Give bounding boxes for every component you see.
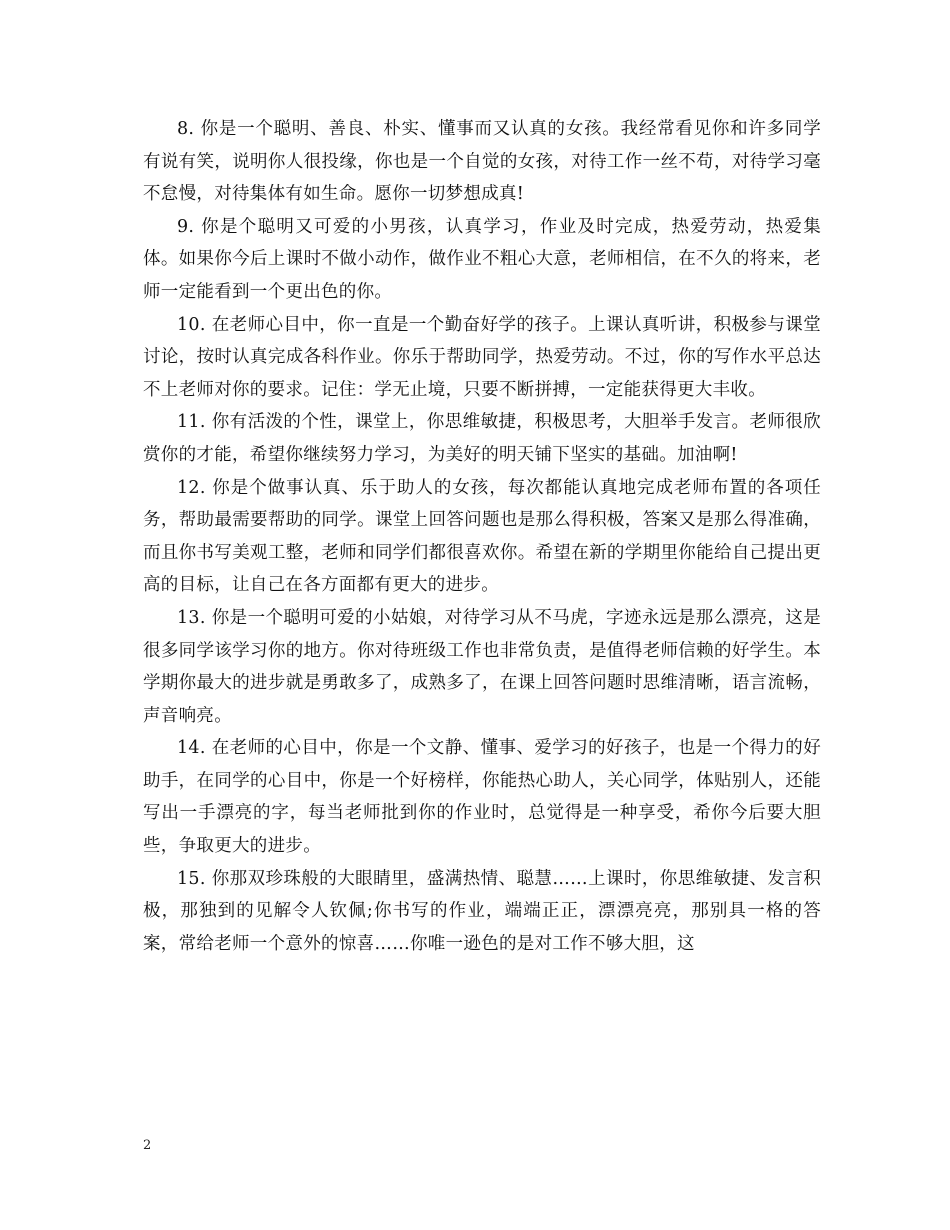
paragraph-14: 14. 在老师的心目中，你是一个文静、懂事、爱学习的好孩子，也是一个得力的好助手，在同学的心目中，你是一个好榜样，你能热心助人，关心同学，体贴别人，还能写出一手漂亮的字，每当老师批到你的作业时，总觉得是一种享受，希你今后要大胆些，争取更大的进步。 (143, 738, 821, 857)
paragraph-10: 10. 在老师心目中，你一直是一个勤奋好学的孩子。上课认真听讲，积极参与课堂讨论，按时认真完成各科作业。你乐于帮助同学，热爱劳动。不过，你的写作水平总达不上老师对你的要求。记住：学无止境，只要不断拼搏，一定能获得更大丰收。 (143, 314, 821, 400)
paragraph-12: 12. 你是个做事认真、乐于助人的女孩，每次都能认真地完成老师布置的各项任务，帮助最需要帮助的同学。课堂上回答问题也是那么得积极，答案又是那么得准确，而且你书写美观工整，老师和同学们都很喜欢你。希望在新的学期里你能给自己提出更高的目标，让自己在各方面都有更大的进步。 (143, 477, 821, 596)
paragraph-13: 13. 你是一个聪明可爱的小姑娘，对待学习从不马虎，字迹永远是那么漂亮，这是很多同学该学习你的地方。你对待班级工作也非常负责，是值得老师信赖的好学生。本学期你最大的进步就是勇敢多了，成熟多了，在课上回答问题时思维清晰，语言流畅，声音响亮。 (143, 607, 821, 726)
page-number: 2 (143, 1138, 152, 1153)
paragraph-15: 15. 你那双珍珠般的大眼睛里，盛满热情、聪慧……上课时，你思维敏捷、发言积极，那独到的见解令人钦佩;你书写的作业，端端正正，漂漂亮亮，那别具一格的答案，常给老师一个意外的惊喜……你唯一逊色的是对工作不够大胆，这 (143, 868, 821, 954)
paragraph-11: 11. 你有活泼的个性，课堂上，你思维敏捷，积极思考，大胆举手发言。老师很欣赏你的才能，希望你继续努力学习，为美好的明天铺下坚实的基础。加油啊! (143, 412, 821, 465)
paragraph-8: 8. 你是一个聪明、善良、朴实、懂事而又认真的女孩。我经常看见你和许多同学有说有笑，说明你人很投缘，你也是一个自觉的女孩，对待工作一丝不苟，对待学习毫不怠慢，对待集体有如生命。愿你一切梦想成真! (143, 119, 821, 205)
document-body (143, 113, 821, 960)
paragraph-9: 9. 你是个聪明又可爱的小男孩，认真学习，作业及时完成，热爱劳动，热爱集体。如果你今后上课时不做小动作，做作业不粗心大意，老师相信，在不久的将来，老师一定能看到一个更出色的你。 (143, 216, 821, 302)
